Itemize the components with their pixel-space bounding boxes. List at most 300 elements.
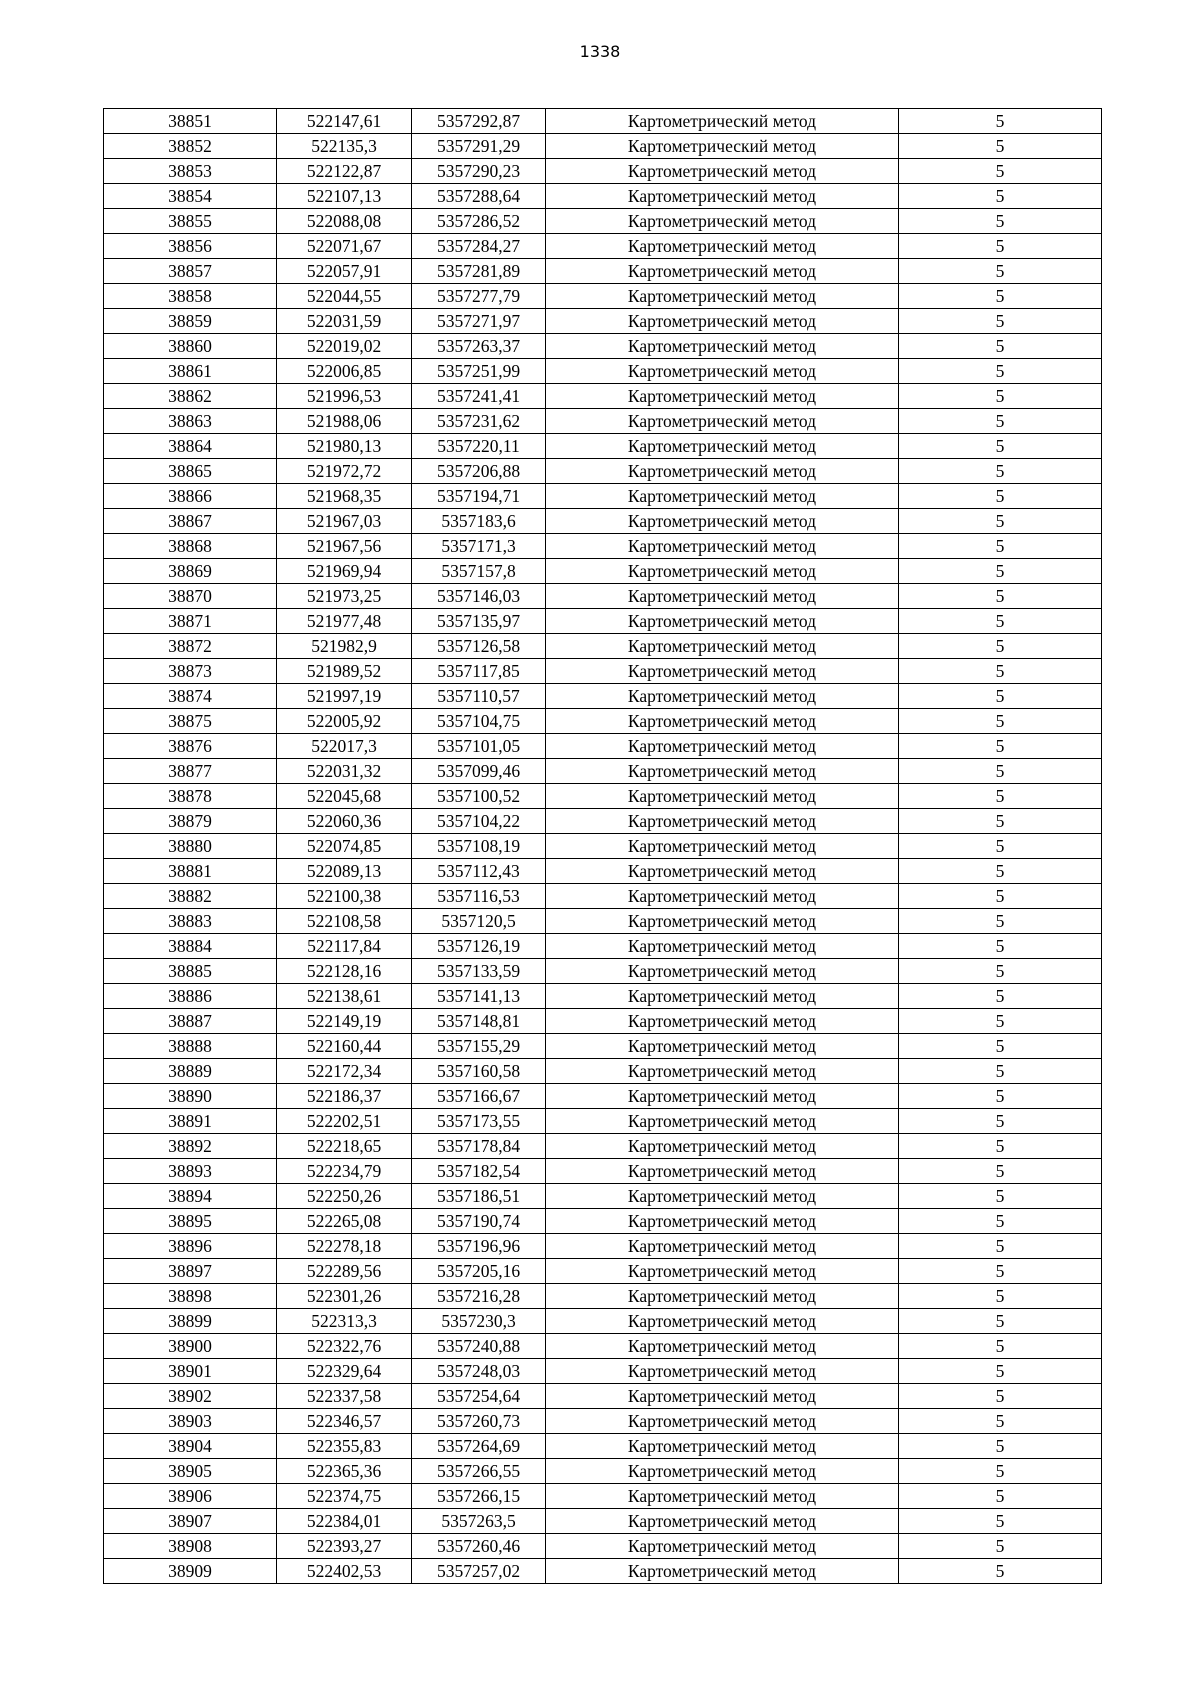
point-number-cell: 38874 (104, 684, 277, 709)
point-number-cell: 38883 (104, 909, 277, 934)
y-coordinate-cell: 5357271,97 (412, 309, 546, 334)
precision-cell: 5 (899, 334, 1102, 359)
y-coordinate-cell: 5357284,27 (412, 234, 546, 259)
point-number-cell: 38876 (104, 734, 277, 759)
precision-cell: 5 (899, 1284, 1102, 1309)
point-number-cell: 38892 (104, 1134, 277, 1159)
precision-cell: 5 (899, 684, 1102, 709)
precision-cell: 5 (899, 1509, 1102, 1534)
point-number-cell: 38869 (104, 559, 277, 584)
method-cell: Картометрический метод (546, 1034, 899, 1059)
y-coordinate-cell: 5357266,15 (412, 1484, 546, 1509)
precision-cell: 5 (899, 1334, 1102, 1359)
table-row (104, 1059, 1102, 1084)
x-coordinate-cell: 521996,53 (277, 384, 412, 409)
method-cell: Картометрический метод (546, 934, 899, 959)
method-cell: Картометрический метод (546, 1484, 899, 1509)
method-cell: Картометрический метод (546, 1459, 899, 1484)
precision-cell: 5 (899, 184, 1102, 209)
precision-cell: 5 (899, 134, 1102, 159)
point-number-cell: 38898 (104, 1284, 277, 1309)
point-number-cell: 38854 (104, 184, 277, 209)
precision-cell: 5 (899, 1184, 1102, 1209)
method-cell: Картометрический метод (546, 1509, 899, 1534)
table-row (104, 309, 1102, 334)
y-coordinate-cell: 5357263,37 (412, 334, 546, 359)
method-cell: Картометрический метод (546, 534, 899, 559)
y-coordinate-cell: 5357257,02 (412, 1559, 546, 1584)
table-row (104, 984, 1102, 1009)
x-coordinate-cell: 522088,08 (277, 209, 412, 234)
point-number-cell: 38890 (104, 1084, 277, 1109)
x-coordinate-cell: 522149,19 (277, 1009, 412, 1034)
coordinates-table-body (104, 109, 1102, 1584)
precision-cell: 5 (899, 1459, 1102, 1484)
method-cell: Картометрический метод (546, 434, 899, 459)
method-cell: Картометрический метод (546, 184, 899, 209)
x-coordinate-cell: 522374,75 (277, 1484, 412, 1509)
method-cell: Картометрический метод (546, 459, 899, 484)
y-coordinate-cell: 5357281,89 (412, 259, 546, 284)
method-cell: Картометрический метод (546, 1184, 899, 1209)
table-row (104, 584, 1102, 609)
precision-cell: 5 (899, 784, 1102, 809)
y-coordinate-cell: 5357141,13 (412, 984, 546, 1009)
method-cell: Картометрический метод (546, 584, 899, 609)
precision-cell: 5 (899, 1034, 1102, 1059)
y-coordinate-cell: 5357120,5 (412, 909, 546, 934)
point-number-cell: 38902 (104, 1384, 277, 1409)
table-row (104, 684, 1102, 709)
x-coordinate-cell: 522100,38 (277, 884, 412, 909)
point-number-cell: 38873 (104, 659, 277, 684)
x-coordinate-cell: 521967,56 (277, 534, 412, 559)
method-cell: Картометрический метод (546, 1234, 899, 1259)
method-cell: Картометрический метод (546, 209, 899, 234)
y-coordinate-cell: 5357155,29 (412, 1034, 546, 1059)
precision-cell: 5 (899, 259, 1102, 284)
precision-cell: 5 (899, 1484, 1102, 1509)
y-coordinate-cell: 5357100,52 (412, 784, 546, 809)
y-coordinate-cell: 5357248,03 (412, 1359, 546, 1384)
precision-cell: 5 (899, 459, 1102, 484)
point-number-cell: 38906 (104, 1484, 277, 1509)
x-coordinate-cell: 522031,32 (277, 759, 412, 784)
table-row (104, 359, 1102, 384)
x-coordinate-cell: 521977,48 (277, 609, 412, 634)
method-cell: Картометрический метод (546, 134, 899, 159)
precision-cell: 5 (899, 1059, 1102, 1084)
y-coordinate-cell: 5357260,46 (412, 1534, 546, 1559)
method-cell: Картометрический метод (546, 859, 899, 884)
point-number-cell: 38908 (104, 1534, 277, 1559)
x-coordinate-cell: 522138,61 (277, 984, 412, 1009)
table-row (104, 1109, 1102, 1134)
point-number-cell: 38880 (104, 834, 277, 859)
y-coordinate-cell: 5357135,97 (412, 609, 546, 634)
point-number-cell: 38855 (104, 209, 277, 234)
table-row (104, 159, 1102, 184)
table-row (104, 1209, 1102, 1234)
x-coordinate-cell: 522313,3 (277, 1309, 412, 1334)
table-row (104, 1284, 1102, 1309)
table-row (104, 859, 1102, 884)
table-row (104, 384, 1102, 409)
point-number-cell: 38901 (104, 1359, 277, 1384)
point-number-cell: 38905 (104, 1459, 277, 1484)
table-row (104, 434, 1102, 459)
precision-cell: 5 (899, 1384, 1102, 1409)
method-cell: Картометрический метод (546, 234, 899, 259)
table-row (104, 134, 1102, 159)
point-number-cell: 38865 (104, 459, 277, 484)
table-row (104, 1534, 1102, 1559)
precision-cell: 5 (899, 1234, 1102, 1259)
y-coordinate-cell: 5357230,3 (412, 1309, 546, 1334)
method-cell: Картометрический метод (546, 359, 899, 384)
x-coordinate-cell: 522089,13 (277, 859, 412, 884)
x-coordinate-cell: 522045,68 (277, 784, 412, 809)
precision-cell: 5 (899, 509, 1102, 534)
x-coordinate-cell: 522250,26 (277, 1184, 412, 1209)
point-number-cell: 38856 (104, 234, 277, 259)
x-coordinate-cell: 522107,13 (277, 184, 412, 209)
table-row (104, 959, 1102, 984)
x-coordinate-cell: 522135,3 (277, 134, 412, 159)
method-cell: Картометрический метод (546, 259, 899, 284)
point-number-cell: 38899 (104, 1309, 277, 1334)
method-cell: Картометрический метод (546, 834, 899, 859)
table-row (104, 484, 1102, 509)
method-cell: Картометрический метод (546, 1109, 899, 1134)
y-coordinate-cell: 5357104,22 (412, 809, 546, 834)
coordinates-table (103, 108, 1102, 1584)
precision-cell: 5 (899, 359, 1102, 384)
method-cell: Картометрический метод (546, 1559, 899, 1584)
point-number-cell: 38861 (104, 359, 277, 384)
point-number-cell: 38900 (104, 1334, 277, 1359)
x-coordinate-cell: 521997,19 (277, 684, 412, 709)
precision-cell: 5 (899, 1084, 1102, 1109)
y-coordinate-cell: 5357290,23 (412, 159, 546, 184)
point-number-cell: 38859 (104, 309, 277, 334)
table-row (104, 1509, 1102, 1534)
point-number-cell: 38858 (104, 284, 277, 309)
table-row (104, 609, 1102, 634)
point-number-cell: 38882 (104, 884, 277, 909)
x-coordinate-cell: 521967,03 (277, 509, 412, 534)
y-coordinate-cell: 5357231,62 (412, 409, 546, 434)
point-number-cell: 38853 (104, 159, 277, 184)
table-row (104, 1384, 1102, 1409)
y-coordinate-cell: 5357148,81 (412, 1009, 546, 1034)
precision-cell: 5 (899, 1434, 1102, 1459)
x-coordinate-cell: 522019,02 (277, 334, 412, 359)
table-row (104, 909, 1102, 934)
method-cell: Картометрический метод (546, 334, 899, 359)
x-coordinate-cell: 521988,06 (277, 409, 412, 434)
point-number-cell: 38878 (104, 784, 277, 809)
y-coordinate-cell: 5357241,41 (412, 384, 546, 409)
y-coordinate-cell: 5357166,67 (412, 1084, 546, 1109)
method-cell: Картометрический метод (546, 284, 899, 309)
table-row (104, 409, 1102, 434)
table-row (104, 784, 1102, 809)
y-coordinate-cell: 5357183,6 (412, 509, 546, 534)
table-row (104, 1234, 1102, 1259)
y-coordinate-cell: 5357182,54 (412, 1159, 546, 1184)
x-coordinate-cell: 522031,59 (277, 309, 412, 334)
point-number-cell: 38891 (104, 1109, 277, 1134)
x-coordinate-cell: 522186,37 (277, 1084, 412, 1109)
x-coordinate-cell: 522108,58 (277, 909, 412, 934)
y-coordinate-cell: 5357126,19 (412, 934, 546, 959)
precision-cell: 5 (899, 409, 1102, 434)
precision-cell: 5 (899, 1134, 1102, 1159)
table-row (104, 109, 1102, 134)
y-coordinate-cell: 5357220,11 (412, 434, 546, 459)
point-number-cell: 38877 (104, 759, 277, 784)
precision-cell: 5 (899, 884, 1102, 909)
x-coordinate-cell: 522218,65 (277, 1134, 412, 1159)
method-cell: Картометрический метод (546, 1259, 899, 1284)
point-number-cell: 38886 (104, 984, 277, 1009)
method-cell: Картометрический метод (546, 309, 899, 334)
point-number-cell: 38907 (104, 1509, 277, 1534)
method-cell: Картометрический метод (546, 509, 899, 534)
x-coordinate-cell: 522006,85 (277, 359, 412, 384)
y-coordinate-cell: 5357194,71 (412, 484, 546, 509)
y-coordinate-cell: 5357251,99 (412, 359, 546, 384)
table-row (104, 1184, 1102, 1209)
method-cell: Картометрический метод (546, 1434, 899, 1459)
x-coordinate-cell: 521972,72 (277, 459, 412, 484)
precision-cell: 5 (899, 634, 1102, 659)
y-coordinate-cell: 5357263,5 (412, 1509, 546, 1534)
precision-cell: 5 (899, 859, 1102, 884)
point-number-cell: 38851 (104, 109, 277, 134)
precision-cell: 5 (899, 1259, 1102, 1284)
precision-cell: 5 (899, 434, 1102, 459)
point-number-cell: 38887 (104, 1009, 277, 1034)
x-coordinate-cell: 522017,3 (277, 734, 412, 759)
point-number-cell: 38866 (104, 484, 277, 509)
precision-cell: 5 (899, 484, 1102, 509)
precision-cell: 5 (899, 284, 1102, 309)
x-coordinate-cell: 522402,53 (277, 1559, 412, 1584)
method-cell: Картометрический метод (546, 1359, 899, 1384)
method-cell: Картометрический метод (546, 959, 899, 984)
point-number-cell: 38896 (104, 1234, 277, 1259)
point-number-cell: 38863 (104, 409, 277, 434)
precision-cell: 5 (899, 959, 1102, 984)
method-cell: Картометрический метод (546, 1384, 899, 1409)
precision-cell: 5 (899, 584, 1102, 609)
method-cell: Картометрический метод (546, 809, 899, 834)
method-cell: Картометрический метод (546, 909, 899, 934)
point-number-cell: 38870 (104, 584, 277, 609)
y-coordinate-cell: 5357190,74 (412, 1209, 546, 1234)
table-row (104, 1559, 1102, 1584)
table-row (104, 809, 1102, 834)
table-row (104, 634, 1102, 659)
table-row (104, 1484, 1102, 1509)
y-coordinate-cell: 5357264,69 (412, 1434, 546, 1459)
precision-cell: 5 (899, 609, 1102, 634)
table-row (104, 1134, 1102, 1159)
y-coordinate-cell: 5357277,79 (412, 284, 546, 309)
point-number-cell: 38862 (104, 384, 277, 409)
x-coordinate-cell: 522329,64 (277, 1359, 412, 1384)
x-coordinate-cell: 522005,92 (277, 709, 412, 734)
precision-cell: 5 (899, 834, 1102, 859)
y-coordinate-cell: 5357186,51 (412, 1184, 546, 1209)
method-cell: Картометрический метод (546, 984, 899, 1009)
precision-cell: 5 (899, 1534, 1102, 1559)
method-cell: Картометрический метод (546, 1409, 899, 1434)
table-row (104, 1334, 1102, 1359)
y-coordinate-cell: 5357133,59 (412, 959, 546, 984)
method-cell: Картометрический метод (546, 159, 899, 184)
table-row (104, 1359, 1102, 1384)
method-cell: Картометрический метод (546, 409, 899, 434)
precision-cell: 5 (899, 1159, 1102, 1184)
precision-cell: 5 (899, 1359, 1102, 1384)
y-coordinate-cell: 5357126,58 (412, 634, 546, 659)
y-coordinate-cell: 5357260,73 (412, 1409, 546, 1434)
method-cell: Картометрический метод (546, 709, 899, 734)
point-number-cell: 38868 (104, 534, 277, 559)
method-cell: Картометрический метод (546, 659, 899, 684)
y-coordinate-cell: 5357291,29 (412, 134, 546, 159)
precision-cell: 5 (899, 109, 1102, 134)
table-row (104, 1309, 1102, 1334)
x-coordinate-cell: 522172,34 (277, 1059, 412, 1084)
table-row (104, 334, 1102, 359)
table-row (104, 559, 1102, 584)
precision-cell: 5 (899, 1559, 1102, 1584)
y-coordinate-cell: 5357104,75 (412, 709, 546, 734)
x-coordinate-cell: 522355,83 (277, 1434, 412, 1459)
y-coordinate-cell: 5357108,19 (412, 834, 546, 859)
x-coordinate-cell: 522365,36 (277, 1459, 412, 1484)
method-cell: Картометрический метод (546, 784, 899, 809)
method-cell: Картометрический метод (546, 1134, 899, 1159)
precision-cell: 5 (899, 659, 1102, 684)
table-row (104, 284, 1102, 309)
precision-cell: 5 (899, 734, 1102, 759)
table-row (104, 259, 1102, 284)
point-number-cell: 38885 (104, 959, 277, 984)
y-coordinate-cell: 5357178,84 (412, 1134, 546, 1159)
precision-cell: 5 (899, 1109, 1102, 1134)
x-coordinate-cell: 522071,67 (277, 234, 412, 259)
y-coordinate-cell: 5357160,58 (412, 1059, 546, 1084)
y-coordinate-cell: 5357171,3 (412, 534, 546, 559)
y-coordinate-cell: 5357196,96 (412, 1234, 546, 1259)
point-number-cell: 38860 (104, 334, 277, 359)
point-number-cell: 38879 (104, 809, 277, 834)
precision-cell: 5 (899, 759, 1102, 784)
y-coordinate-cell: 5357205,16 (412, 1259, 546, 1284)
x-coordinate-cell: 521989,52 (277, 659, 412, 684)
point-number-cell: 38884 (104, 934, 277, 959)
x-coordinate-cell: 522117,84 (277, 934, 412, 959)
method-cell: Картометрический метод (546, 1059, 899, 1084)
table-row (104, 734, 1102, 759)
x-coordinate-cell: 522278,18 (277, 1234, 412, 1259)
table-row (104, 459, 1102, 484)
table-row (104, 1034, 1102, 1059)
table-row (104, 1159, 1102, 1184)
precision-cell: 5 (899, 159, 1102, 184)
precision-cell: 5 (899, 984, 1102, 1009)
point-number-cell: 38871 (104, 609, 277, 634)
table-row (104, 184, 1102, 209)
y-coordinate-cell: 5357110,57 (412, 684, 546, 709)
y-coordinate-cell: 5357240,88 (412, 1334, 546, 1359)
table-row (104, 534, 1102, 559)
method-cell: Картометрический метод (546, 1209, 899, 1234)
table-row (104, 884, 1102, 909)
precision-cell: 5 (899, 234, 1102, 259)
x-coordinate-cell: 521969,94 (277, 559, 412, 584)
precision-cell: 5 (899, 1309, 1102, 1334)
x-coordinate-cell: 522337,58 (277, 1384, 412, 1409)
point-number-cell: 38909 (104, 1559, 277, 1584)
method-cell: Картометрический метод (546, 609, 899, 634)
y-coordinate-cell: 5357173,55 (412, 1109, 546, 1134)
x-coordinate-cell: 522074,85 (277, 834, 412, 859)
x-coordinate-cell: 522346,57 (277, 1409, 412, 1434)
y-coordinate-cell: 5357112,43 (412, 859, 546, 884)
point-number-cell: 38893 (104, 1159, 277, 1184)
method-cell: Картометрический метод (546, 1534, 899, 1559)
method-cell: Картометрический метод (546, 384, 899, 409)
precision-cell: 5 (899, 934, 1102, 959)
precision-cell: 5 (899, 384, 1102, 409)
method-cell: Картометрический метод (546, 109, 899, 134)
y-coordinate-cell: 5357101,05 (412, 734, 546, 759)
method-cell: Картометрический метод (546, 734, 899, 759)
table-row (104, 1084, 1102, 1109)
y-coordinate-cell: 5357117,85 (412, 659, 546, 684)
precision-cell: 5 (899, 709, 1102, 734)
point-number-cell: 38867 (104, 509, 277, 534)
x-coordinate-cell: 522202,51 (277, 1109, 412, 1134)
table-row (104, 509, 1102, 534)
y-coordinate-cell: 5357206,88 (412, 459, 546, 484)
x-coordinate-cell: 522301,26 (277, 1284, 412, 1309)
table-row (104, 1434, 1102, 1459)
y-coordinate-cell: 5357099,46 (412, 759, 546, 784)
precision-cell: 5 (899, 909, 1102, 934)
point-number-cell: 38875 (104, 709, 277, 734)
point-number-cell: 38903 (104, 1409, 277, 1434)
precision-cell: 5 (899, 309, 1102, 334)
x-coordinate-cell: 522122,87 (277, 159, 412, 184)
x-coordinate-cell: 521980,13 (277, 434, 412, 459)
x-coordinate-cell: 521968,35 (277, 484, 412, 509)
y-coordinate-cell: 5357116,53 (412, 884, 546, 909)
table-row (104, 1409, 1102, 1434)
x-coordinate-cell: 522322,76 (277, 1334, 412, 1359)
table-row (104, 1009, 1102, 1034)
point-number-cell: 38894 (104, 1184, 277, 1209)
method-cell: Картометрический метод (546, 1334, 899, 1359)
x-coordinate-cell: 522060,36 (277, 809, 412, 834)
point-number-cell: 38881 (104, 859, 277, 884)
